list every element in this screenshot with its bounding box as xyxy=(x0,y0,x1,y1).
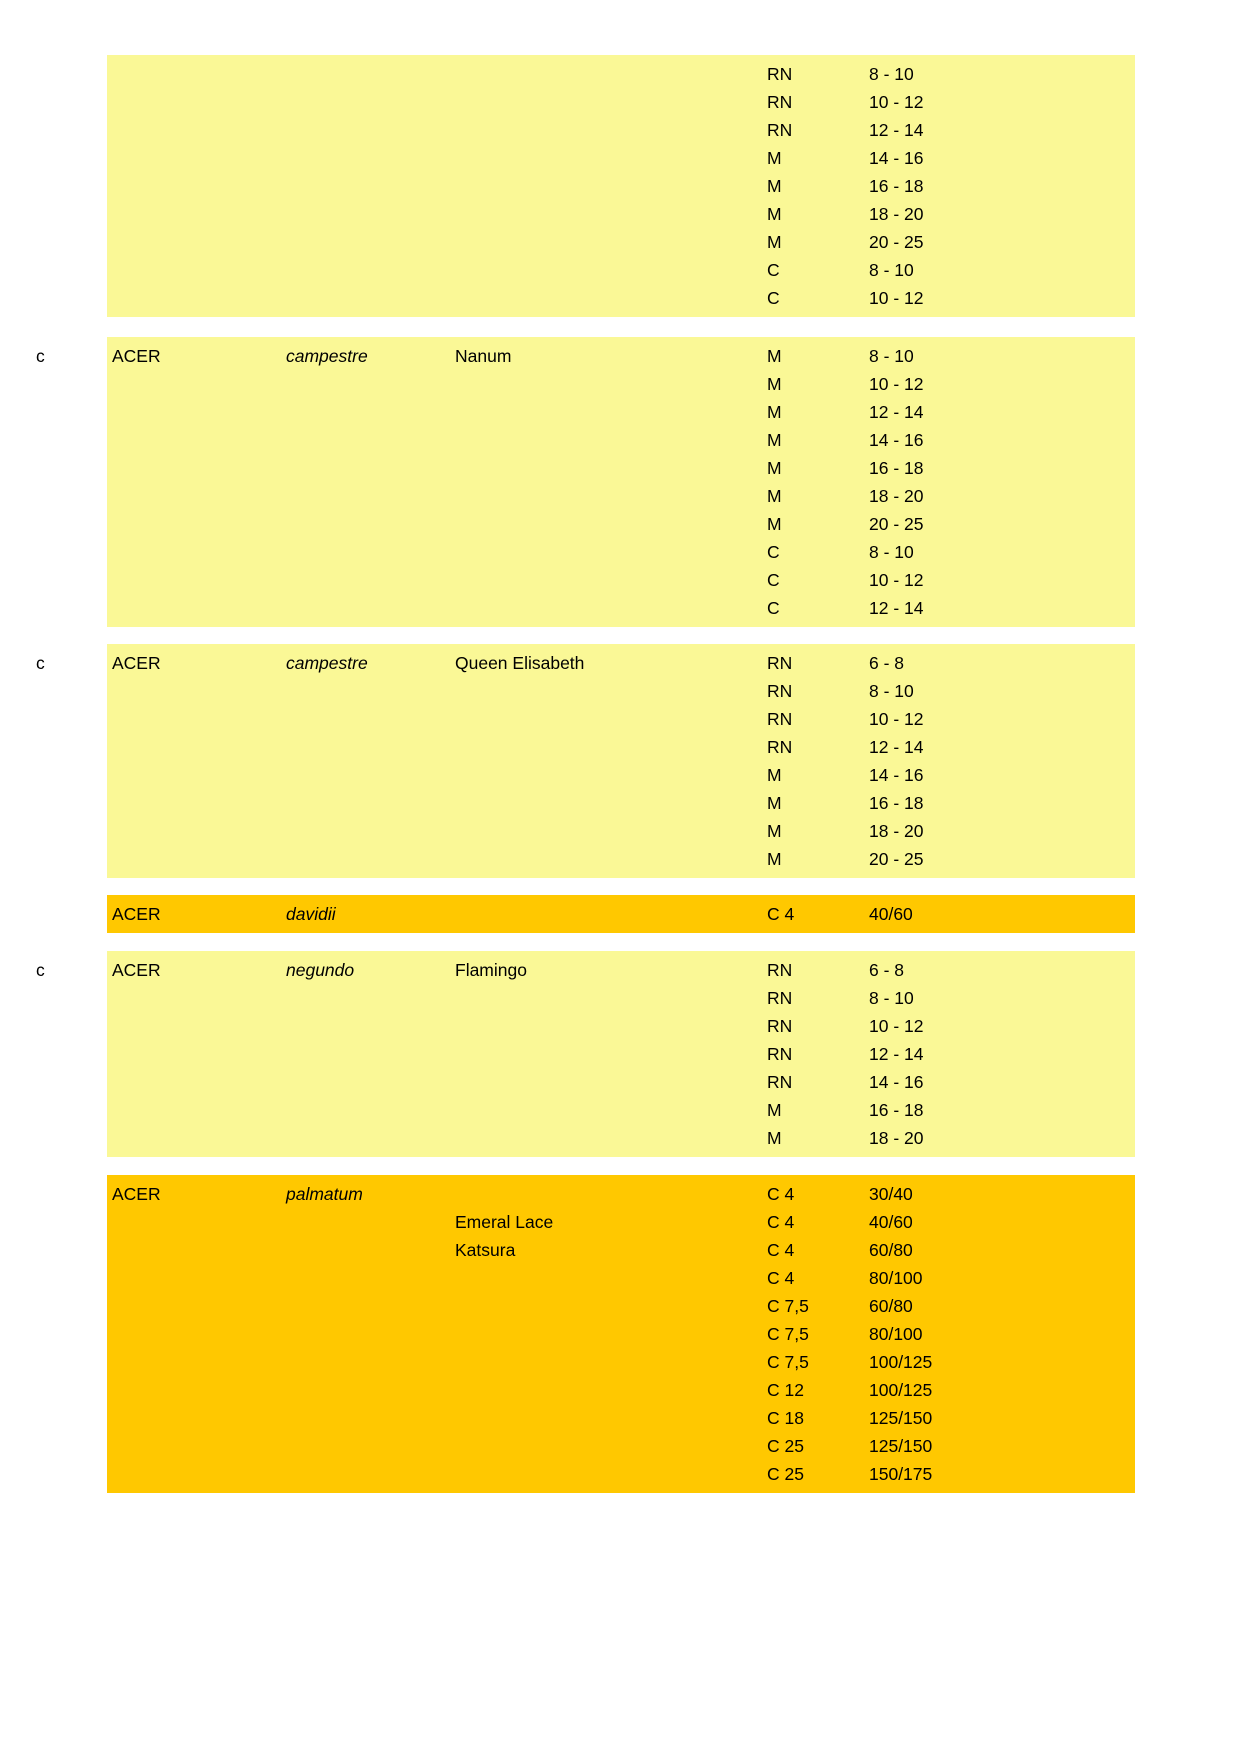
size-cell: 8 - 10 xyxy=(869,346,914,366)
table-row xyxy=(107,1264,1135,1292)
table-row xyxy=(107,1460,1135,1488)
table-row xyxy=(107,956,1135,984)
size-cell: 80/100 xyxy=(869,1268,923,1288)
form-cell: M xyxy=(767,793,782,813)
species-block xyxy=(107,951,1135,1157)
table-row xyxy=(107,200,1135,228)
table-row xyxy=(107,1040,1135,1068)
size-cell: 18 - 20 xyxy=(869,486,924,506)
table-row xyxy=(107,1096,1135,1124)
table-row xyxy=(107,228,1135,256)
form-cell: M xyxy=(767,458,782,478)
species-cell: negundo xyxy=(286,960,355,980)
table-row xyxy=(107,1292,1135,1320)
size-cell: 10 - 12 xyxy=(869,374,924,394)
size-cell: 18 - 20 xyxy=(869,204,924,224)
form-cell: RN xyxy=(767,1016,793,1036)
table-row xyxy=(107,398,1135,426)
table-row xyxy=(107,1320,1135,1348)
form-cell: RN xyxy=(767,709,793,729)
form-cell: C 7,5 xyxy=(767,1296,809,1316)
form-cell: M xyxy=(767,1100,782,1120)
size-cell: 8 - 10 xyxy=(869,64,914,84)
table-row xyxy=(107,144,1135,172)
size-cell: 150/175 xyxy=(869,1464,933,1484)
genus-cell: ACER xyxy=(112,1184,161,1204)
table-row xyxy=(107,538,1135,566)
table-row xyxy=(107,482,1135,510)
table-row xyxy=(107,60,1135,88)
form-cell: C 4 xyxy=(767,904,795,924)
table-row xyxy=(107,845,1135,873)
size-cell: 8 - 10 xyxy=(869,988,914,1008)
form-cell: RN xyxy=(767,120,793,140)
form-cell: M xyxy=(767,849,782,869)
table-row xyxy=(107,116,1135,144)
species-block xyxy=(107,895,1135,933)
cultivar-cell: Emeral Lace xyxy=(455,1212,554,1232)
size-cell: 40/60 xyxy=(869,1212,913,1232)
species-block xyxy=(107,55,1135,317)
form-cell: RN xyxy=(767,92,793,112)
species-cell: campestre xyxy=(286,653,368,673)
size-cell: 16 - 18 xyxy=(869,793,924,813)
form-cell: M xyxy=(767,765,782,785)
size-cell: 10 - 12 xyxy=(869,1016,924,1036)
size-cell: 30/40 xyxy=(869,1184,913,1204)
cultivar-cell: Flamingo xyxy=(455,960,527,980)
size-cell: 12 - 14 xyxy=(869,120,924,140)
size-cell: 40/60 xyxy=(869,904,913,924)
form-cell: C 25 xyxy=(767,1436,804,1456)
size-cell: 16 - 18 xyxy=(869,458,924,478)
table-row xyxy=(107,88,1135,116)
genus-cell: ACER xyxy=(112,346,161,366)
row-marker: c xyxy=(36,960,45,980)
form-cell: C xyxy=(767,570,780,590)
form-cell: M xyxy=(767,232,782,252)
table-row xyxy=(107,789,1135,817)
table-row xyxy=(107,677,1135,705)
form-cell: M xyxy=(767,821,782,841)
size-cell: 6 - 8 xyxy=(869,960,905,980)
form-cell: RN xyxy=(767,653,793,673)
table-row xyxy=(107,984,1135,1012)
size-cell: 8 - 10 xyxy=(869,681,914,701)
size-cell: 60/80 xyxy=(869,1296,913,1316)
table-row xyxy=(107,1376,1135,1404)
size-cell: 125/150 xyxy=(869,1408,933,1428)
size-cell: 60/80 xyxy=(869,1240,913,1260)
table-row xyxy=(107,454,1135,482)
size-cell: 100/125 xyxy=(869,1380,933,1400)
table-row xyxy=(107,1404,1135,1432)
form-cell: RN xyxy=(767,64,793,84)
form-cell: M xyxy=(767,204,782,224)
table-row xyxy=(107,1012,1135,1040)
genus-cell: ACER xyxy=(112,960,161,980)
table-row xyxy=(107,649,1135,677)
form-cell: M xyxy=(767,430,782,450)
table-row xyxy=(107,817,1135,845)
form-cell: C xyxy=(767,288,780,308)
table-row xyxy=(107,1180,1135,1208)
form-cell: C 7,5 xyxy=(767,1324,809,1344)
species-block xyxy=(107,644,1135,878)
table-row xyxy=(107,1208,1135,1236)
form-cell: M xyxy=(767,402,782,422)
form-cell: M xyxy=(767,346,782,366)
form-cell: C 18 xyxy=(767,1408,804,1428)
table-row xyxy=(107,284,1135,312)
size-cell: 18 - 20 xyxy=(869,1128,924,1148)
form-cell: RN xyxy=(767,988,793,1008)
row-marker: c xyxy=(36,653,45,673)
form-cell: RN xyxy=(767,1072,793,1092)
size-cell: 6 - 8 xyxy=(869,653,905,673)
table-row xyxy=(107,900,1135,928)
size-cell: 12 - 14 xyxy=(869,1044,924,1064)
table-row xyxy=(107,566,1135,594)
size-cell: 14 - 16 xyxy=(869,430,924,450)
table-row xyxy=(107,761,1135,789)
form-cell: M xyxy=(767,514,782,534)
size-cell: 10 - 12 xyxy=(869,92,924,112)
size-cell: 100/125 xyxy=(869,1352,933,1372)
size-cell: 8 - 10 xyxy=(869,260,914,280)
table-row xyxy=(107,594,1135,622)
form-cell: C 4 xyxy=(767,1240,795,1260)
form-cell: C 4 xyxy=(767,1212,795,1232)
table-row xyxy=(107,172,1135,200)
row-marker: c xyxy=(36,346,45,366)
table-row xyxy=(107,1236,1135,1264)
form-cell: M xyxy=(767,1128,782,1148)
table-row xyxy=(107,426,1135,454)
form-cell: C 25 xyxy=(767,1464,804,1484)
species-cell: palmatum xyxy=(286,1184,363,1204)
form-cell: C xyxy=(767,598,780,618)
genus-cell: ACER xyxy=(112,653,161,673)
size-cell: 80/100 xyxy=(869,1324,923,1344)
species-block xyxy=(107,337,1135,627)
cultivar-cell: Queen Elisabeth xyxy=(455,653,585,673)
cultivar-cell: Katsura xyxy=(455,1240,516,1260)
table-row xyxy=(107,1348,1135,1376)
size-cell: 20 - 25 xyxy=(869,849,924,869)
size-cell: 125/150 xyxy=(869,1436,933,1456)
table-row xyxy=(107,1432,1135,1460)
form-cell: RN xyxy=(767,681,793,701)
table-row xyxy=(107,1068,1135,1096)
size-cell: 14 - 16 xyxy=(869,148,924,168)
table-row xyxy=(107,342,1135,370)
form-cell: C 4 xyxy=(767,1268,795,1288)
size-cell: 12 - 14 xyxy=(869,737,924,757)
size-cell: 14 - 16 xyxy=(869,765,924,785)
table-row xyxy=(107,1124,1135,1152)
form-cell: C 7,5 xyxy=(767,1352,809,1372)
table-row xyxy=(107,733,1135,761)
size-cell: 18 - 20 xyxy=(869,821,924,841)
size-cell: 10 - 12 xyxy=(869,288,924,308)
form-cell: RN xyxy=(767,960,793,980)
table-row xyxy=(107,510,1135,538)
size-cell: 12 - 14 xyxy=(869,402,924,422)
size-cell: 20 - 25 xyxy=(869,514,924,534)
form-cell: C 12 xyxy=(767,1380,804,1400)
size-cell: 16 - 18 xyxy=(869,1100,924,1120)
form-cell: M xyxy=(767,148,782,168)
form-cell: M xyxy=(767,374,782,394)
form-cell: RN xyxy=(767,737,793,757)
table-row xyxy=(107,370,1135,398)
size-cell: 14 - 16 xyxy=(869,1072,924,1092)
size-cell: 20 - 25 xyxy=(869,232,924,252)
cultivar-cell: Nanum xyxy=(455,346,512,366)
size-cell: 8 - 10 xyxy=(869,542,914,562)
form-cell: M xyxy=(767,176,782,196)
form-cell: M xyxy=(767,486,782,506)
table-row xyxy=(107,256,1135,284)
size-cell: 16 - 18 xyxy=(869,176,924,196)
species-block xyxy=(107,1175,1135,1493)
species-cell: davidii xyxy=(286,904,336,924)
form-cell: C 4 xyxy=(767,1184,795,1204)
size-cell: 10 - 12 xyxy=(869,570,924,590)
form-cell: C xyxy=(767,260,780,280)
table-row xyxy=(107,705,1135,733)
genus-cell: ACER xyxy=(112,904,161,924)
species-cell: campestre xyxy=(286,346,368,366)
form-cell: C xyxy=(767,542,780,562)
size-cell: 10 - 12 xyxy=(869,709,924,729)
form-cell: RN xyxy=(767,1044,793,1064)
size-cell: 12 - 14 xyxy=(869,598,924,618)
